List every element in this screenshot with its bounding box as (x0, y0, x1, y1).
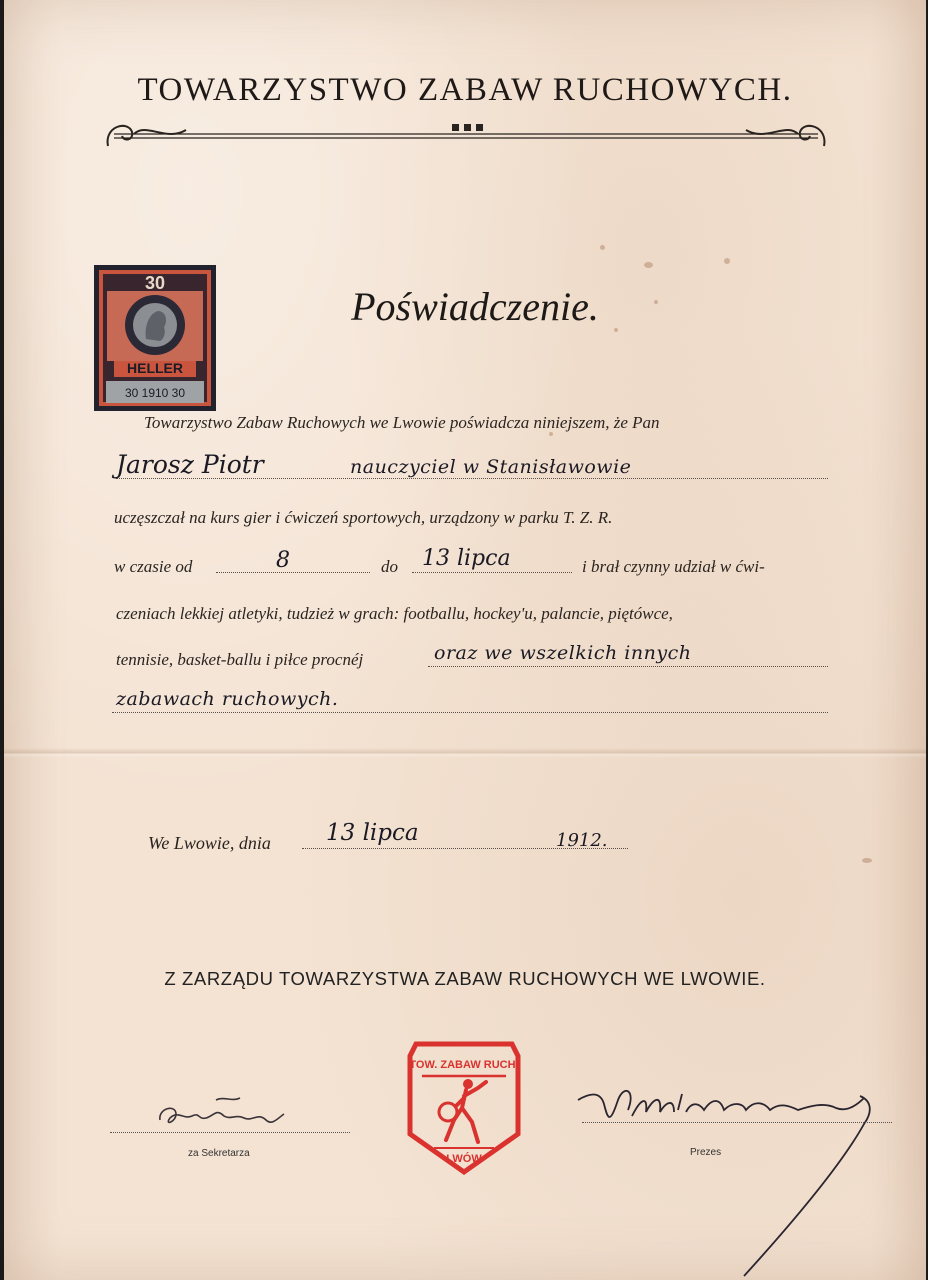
handwritten-origin: nauczyciel w Stanisławowie (350, 456, 632, 478)
date-year: 1912. (556, 830, 608, 851)
extra-dotted-line-2 (112, 712, 828, 713)
certificate-heading: Poświadczenie. (351, 284, 599, 329)
stamp-bottom: 30 1910 30 (124, 386, 186, 400)
body-line-3: uczęszczał na kurs gier i ćwiczeń sportowych, urządzony w parku T. Z. R. (114, 508, 613, 527)
stain (724, 258, 730, 264)
stain (862, 858, 872, 863)
stamp-value: 30 (144, 273, 166, 293)
handwritten-from: 8 (276, 548, 290, 573)
society-title: TOWARZYSTWO ZABAW RUCHOWYCH. (137, 72, 793, 108)
to-dotted-line (412, 572, 572, 573)
body-line-4a: w czasie od (114, 557, 193, 576)
stamp-unit: HELLER (127, 360, 183, 376)
stain (600, 245, 605, 250)
certificate-sheet (4, 0, 926, 1280)
president-label: Prezes (690, 1147, 722, 1158)
secretary-label: za Sekretarza (188, 1148, 250, 1159)
handwritten-to: 13 lipca (422, 546, 511, 571)
body-line-5: czeniach lekkiej atletyki, tudzież w grach: footballu, hockey'u, palancie, piętówce, (116, 604, 673, 623)
president-signature-line (582, 1122, 892, 1123)
extra-dotted-line-1 (428, 666, 828, 667)
body-line-4c: i brał czynny udział w ćwi- (582, 557, 765, 576)
handwritten-name: Jarosz Piotr (116, 450, 264, 479)
from-dotted-line (216, 572, 370, 573)
board-statement: Z ZARZĄDU TOWARZYSTWA ZABAW RUCHOWYCH WE LWOWIE. (164, 968, 766, 989)
date-prefix: We Lwowie, dnia (148, 833, 271, 853)
seal-bottom-text: LWÓW (446, 1153, 482, 1165)
handwritten-extra-1: oraz we wszelkich innych (434, 642, 692, 664)
stain (644, 262, 653, 268)
paper-fold (4, 748, 926, 758)
president-signature (574, 1080, 904, 1280)
body-line-6: tennisie, basket-ballu i piłce procnéj (116, 650, 364, 669)
body-line-4b: do (381, 557, 398, 576)
header-ornament (106, 112, 826, 152)
handwritten-date: 13 lipca (326, 820, 419, 846)
seal-top-text: TOW. ZABAW RUCH. (409, 1059, 519, 1071)
handwritten-extra-2: zabawach ruchowych. (116, 688, 339, 710)
secretary-signature-line (110, 1132, 350, 1133)
secretary-signature (154, 1090, 294, 1134)
body-line-1: Towarzystwo Zabaw Ruchowych we Lwowie poświadcza niniejszem, że Pan (144, 413, 660, 432)
society-seal (404, 1038, 524, 1176)
